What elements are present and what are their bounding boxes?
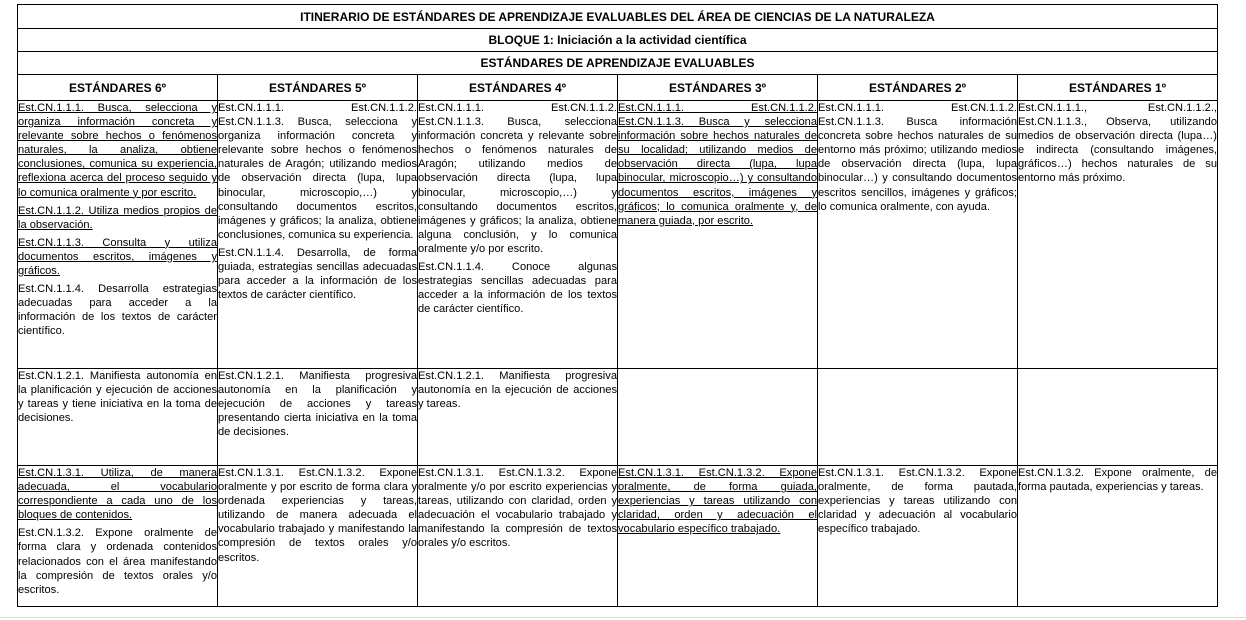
cell-6	[18, 369, 218, 466]
cell-1	[1018, 466, 1218, 607]
cell-2	[818, 466, 1018, 607]
standard-text: Est.CN.1.3.1. Est.CN.1.3.2. Expone oralmente y por escrito de forma clara y ordenada experiencias y tareas, utilizando de manera adecuada el vocabulario trabajado y manifestando la compresión de textos orales y/o escritos.	[218, 467, 417, 564]
standard-text: Est.CN.1.1.3. Consulta y utiliza documentos escritos, imágenes y gráficos.	[18, 236, 217, 278]
cell-4	[418, 466, 618, 607]
standard-text: Est.CN.1.1.4. Desarrolla estrategias adecuadas para acceder a la información de los textos de carácter científico.	[18, 283, 217, 338]
column-header-6: ESTÁNDARES 6º	[18, 75, 218, 101]
standard-text: Est.CN.1.1.1. Est.CN.1.1.2. Est.CN.1.1.3. Busca y selecciona información sobre hechos naturales de su localidad; utilizando medios de observación directa (lupa, lupa binocular, microscopio…) y consultando documentos escritos, imágenes y gráficos; lo comunica oralmente y, de manera guiada, por escrito.	[618, 102, 817, 227]
cell-5	[218, 369, 418, 466]
cell-3	[618, 101, 818, 369]
section-title: ESTÁNDARES DE APRENDIZAJE EVALUABLES	[18, 52, 1218, 75]
standard-text: Est.CN.1.3.1. Est.CN.1.3.2. Expone oralmente y/o por escrito experiencias y tareas, utilizando con claridad, orden y adecuación el vocabulario trabajado y manifestando la compresión de textos orales y/o escritos.	[418, 467, 617, 550]
standard-text: Est.CN.1.3.1. Est.CN.1.3.2. Expone oralmente, de forma pautada, experiencias y tareas utilizando con claridad y adecuación al vocabulario específico trabajado.	[818, 467, 1017, 536]
standard-text: Est.CN.1.3.1. Est.CN.1.3.2. Expone oralmente, de forma guiada, experiencias y tareas utilizando con claridad, orden y adecuación el vocabulario específico trabajado.	[618, 467, 817, 536]
column-header-5: ESTÁNDARES 5º	[218, 75, 418, 101]
cell-4	[418, 369, 618, 466]
standards-table	[17, 4, 1218, 607]
cell-5	[218, 466, 418, 607]
standard-text: Est.CN.1.1.2. Utiliza medios propios de la observación.	[18, 204, 217, 231]
cell-2-empty	[818, 369, 1018, 466]
standard-text: Est.CN.1.1.1. Busca, selecciona y organiza información concreta y relevante sobre hechos o fenómenos naturales, la analiza, obtiene conclusiones, comunica su experiencia, reflexiona acerca del proceso seguido y lo comunica oralmente y por escrito.	[18, 102, 217, 199]
cell-5	[218, 101, 418, 369]
standard-text: Est.CN.1.1.1. Est.CN.1.1.2. Est.CN.1.1.3. Busca, selecciona y organiza información concreta y relevante sobre hechos o fenómenos naturales de Aragón; utilizando medios de observación directa (lupa, lupa binocular, microscopio,…) y consultando documentos escritos, imágenes y gráficos; la analiza, obtiene conclusiones, comunica su experiencia.	[218, 102, 417, 241]
document-title: ITINERARIO DE ESTÁNDARES DE APRENDIZAJE EVALUABLES DEL ÁREA DE CIENCIAS DE LA NATURALEZA	[18, 5, 1218, 29]
standard-text: Est.CN.1.3.2. Expone oralmente de forma clara y ordenada contenidos relacionados con el área manifestando la compresión de textos orales y/o escritos.	[18, 527, 217, 596]
cell-1-empty	[1018, 369, 1218, 466]
standard-text: Est.CN.1.2.1. Manifiesta progresiva autonomía en la planificación y ejecución de acciones y tareas presentando cierta iniciativa en la toma de decisiones.	[218, 370, 417, 439]
cell-2	[818, 101, 1018, 369]
standard-text: Est.CN.1.1.1. Est.CN.1.1.2. Est.CN.1.1.3. Busca información concreta sobre hechos naturales de su entorno más próximo; utilizando medios de observación directa (lupa, lupa binocular…) y consultando documentos escritos sencillos, imágenes y gráficos; lo comunica oralmente, con ayuda.	[818, 102, 1017, 213]
standard-text: Est.CN.1.1.4. Conoce algunas estrategias sencillas adecuadas para acceder a la información de los textos de carácter científico.	[418, 261, 617, 316]
column-header-1: ESTÁNDARES 1º	[1018, 75, 1218, 101]
cell-3	[618, 466, 818, 607]
cell-3-empty	[618, 369, 818, 466]
standard-text: Est.CN.1.2.1. Manifiesta progresiva autonomía en la ejecución de acciones y tareas.	[418, 370, 617, 411]
page-bottom-divider	[0, 617, 1246, 618]
block-title: BLOQUE 1: Iniciación a la actividad científica	[18, 29, 1218, 52]
standard-text: Est.CN.1.1.4. Desarrolla, de forma guiada, estrategias sencillas adecuadas para acceder a la información de los textos de carácter científico.	[218, 246, 417, 302]
cell-1	[1018, 101, 1218, 369]
standard-text: Est.CN.1.1.1. Est.CN.1.1.2. Est.CN.1.1.3. Busca, selecciona información concreta y relevante sobre hechos o fenómenos naturales de Aragón; utilizando medios de observación directa (lupa, lupa binocular, microscopio,…) y consultando documentos escritos, imágenes y gráficos; la analiza, obtiene alguna conclusión, y lo comunica oralmente y/o por escrito.	[418, 102, 617, 255]
standard-text: Est.CN.1.1.1., Est.CN.1.1.2., Est.CN.1.1.3., Observa, utilizando medios de observación directa (lupa…) e indirecta (consultando imágenes, gráficos…) hechos naturales de su entorno más próximo.	[1018, 102, 1217, 185]
standard-text: Est.CN.1.3.2. Expone oralmente, de forma pautada, experiencias y tareas.	[1018, 467, 1217, 494]
table-row	[18, 466, 1218, 607]
cell-6	[18, 466, 218, 607]
table-row	[18, 369, 1218, 466]
column-header-2: ESTÁNDARES 2º	[818, 75, 1018, 101]
column-header-4: ESTÁNDARES 4º	[418, 75, 618, 101]
cell-4	[418, 101, 618, 369]
table-row	[18, 101, 1218, 369]
cell-6	[18, 101, 218, 369]
standard-text: Est.CN.1.3.1. Utiliza, de manera adecuada, el vocabulario correspondiente a cada uno de los bloques de contenidos.	[18, 467, 217, 522]
standard-text: Est.CN.1.2.1. Manifiesta autonomía en la planificación y ejecución de acciones y tareas y tiene iniciativa en la toma de decisiones.	[18, 370, 217, 425]
column-header-3: ESTÁNDARES 3º	[618, 75, 818, 101]
